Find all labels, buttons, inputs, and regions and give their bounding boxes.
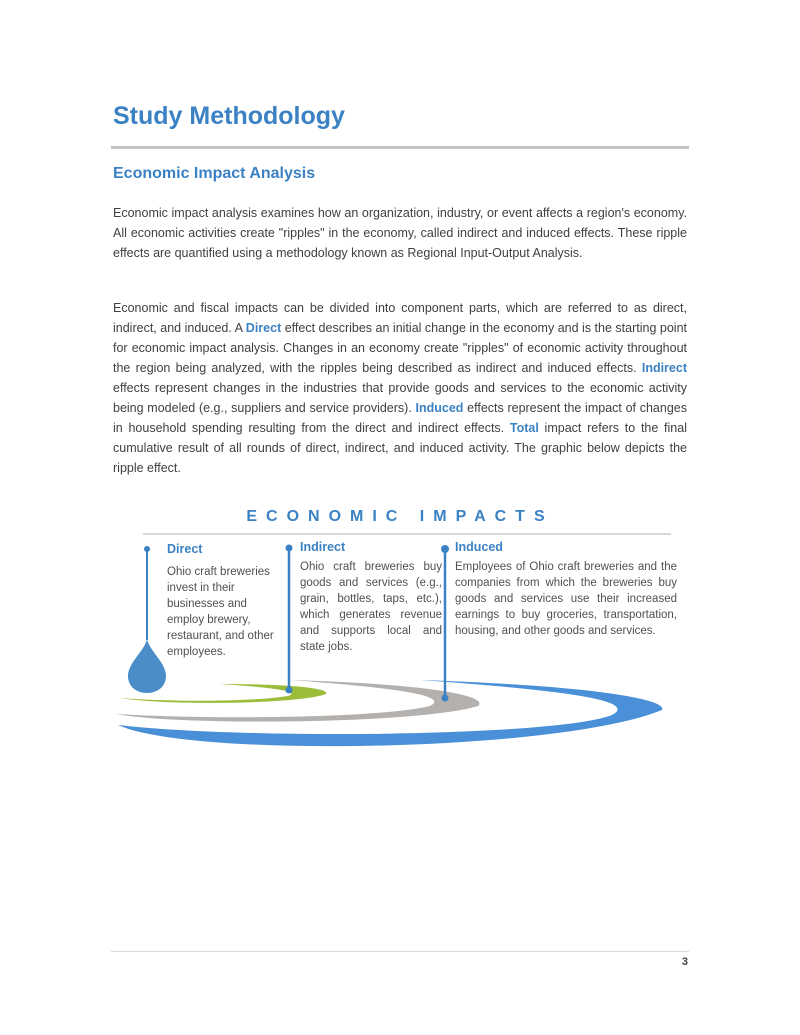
column-heading: Indirect (300, 540, 346, 554)
column-text: Employees of Ohio craft breweries and the companies from which the breweries buy goods and services use their increased earnings to buy groceries, transportation, housing, and other goods and services. (455, 561, 677, 637)
column-direct (167, 542, 285, 660)
paragraph-text: effects represent the impact of changes in household spending resulting from the direct and indirect effects. (113, 401, 687, 435)
water-drop-icon (128, 638, 166, 693)
term-indirect: Indirect (641, 361, 687, 375)
paragraph-intro: Economic impact analysis examines how an organization, industry, or event affects a region's economy. All economic activities create "ripples" in the economy, called indirect and induced effects. These ripple effects are quantified using a methodology known as Regional Input-Output Analysis. (113, 206, 687, 260)
column-text: Ohio craft breweries buy goods and services (e.g., grain, bottles, taps, etc.), which generates revenue and supports local and state jobs. (300, 561, 442, 653)
column-heading: Direct (167, 542, 203, 556)
title-divider (111, 146, 689, 149)
column-induced (455, 540, 677, 639)
column-heading: Induced (455, 540, 503, 554)
term-direct: Direct (245, 321, 282, 335)
economic-impacts-infographic (0, 500, 800, 770)
section-heading: Economic Impact Analysis (113, 165, 316, 182)
page-title: Study Methodology (113, 102, 345, 130)
paragraph-text: impact refers to the final cumulative result of all rounds of direct, indirect, and induced activity. The graphic below depicts the ripple effect. (113, 421, 687, 475)
infographic-title: ECONOMIC IMPACTS (246, 508, 554, 525)
page-number: 3 (681, 956, 688, 968)
paragraph-components (113, 298, 687, 478)
paragraph-text: effects represent changes in the industries that provide goods and services to the economic activity being modeled (e.g., suppliers and service providers). (113, 381, 687, 415)
term-total: Total (509, 421, 539, 435)
footer-divider (111, 951, 689, 952)
paragraph-text: Economic and fiscal impacts can be divided into component parts, which are referred to as direct, indirect, and induced. A (113, 301, 687, 335)
indirect-marker (286, 545, 293, 694)
column-text: Ohio craft breweries invest in their businesses and employ brewery, restaurant, and other employees. (167, 566, 274, 658)
term-induced: Induced (415, 401, 464, 415)
paragraph-text: effect describes an initial change in the economy and is the starting point for economic impact analysis. Changes in an economy create "ripples" of economic activity throughout the region being analyzed, with the ripples being described as indirect and induced effects. (113, 321, 687, 375)
column-indirect (300, 540, 442, 655)
direct-marker (144, 546, 150, 640)
induced-marker (441, 545, 449, 702)
